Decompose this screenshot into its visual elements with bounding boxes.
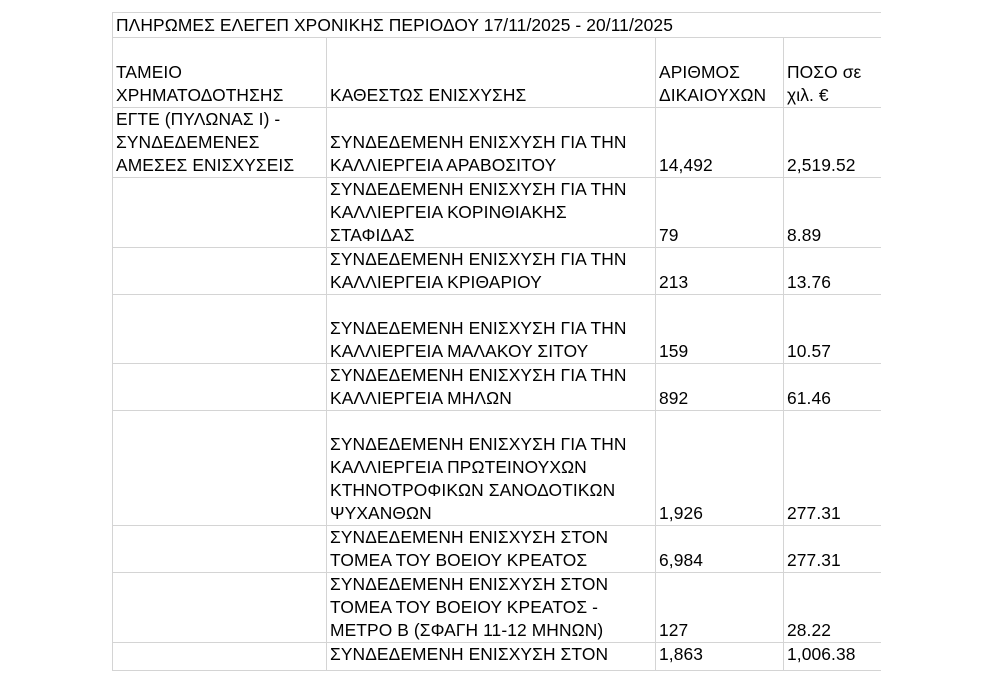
cell-amount: 2,519.52: [784, 108, 882, 178]
cell-status: ΣΥΝΔΕΔΕΜΕΝΗ ΕΝΙΣΧΥΣΗ ΓΙΑ ΤΗΝ ΚΑΛΛΙΕΡΓΕΙΑ ΚΟΡΙΝΘΙΑΚΗΣ ΣΤΑΦΙΔΑΣ: [327, 178, 656, 248]
cell-beneficiaries: 213: [656, 248, 784, 295]
cell-amount: 277.31: [784, 411, 882, 526]
header-beneficiaries: ΑΡΙΘΜΟΣ ΔΙΚΑΙΟΥΧΩΝ: [656, 38, 784, 108]
table-title: ΠΛΗΡΩΜΕΣ ΕΛΕΓΕΠ ΧΡΟΝΙΚΗΣ ΠΕΡΙΟΔΟΥ 17/11/2025 - 20/11/2025: [113, 13, 882, 38]
cell-status: ΣΥΝΔΕΔΕΜΕΝΗ ΕΝΙΣΧΥΣΗ ΓΙΑ ΤΗΝ ΚΑΛΛΙΕΡΓΕΙΑ ΜΑΛΑΚΟΥ ΣΙΤΟΥ: [327, 295, 656, 364]
cell-beneficiaries: 79: [656, 178, 784, 248]
table-row: [113, 248, 882, 295]
cell-status: ΣΥΝΔΕΔΕΜΕΝΗ ΕΝΙΣΧΥΣΗ ΣΤΟΝ ΤΟΜΕΑ ΤΟΥ ΒΟΕΙΟΥ ΚΡΕΑΤΟΣ: [327, 526, 656, 573]
cell-fund: [113, 364, 327, 411]
cell-fund: [113, 643, 327, 671]
cell-status: ΣΥΝΔΕΔΕΜΕΝΗ ΕΝΙΣΧΥΣΗ ΓΙΑ ΤΗΝ ΚΑΛΛΙΕΡΓΕΙΑ ΠΡΩΤΕΙΝΟΥΧΩΝ ΚΤΗΝΟΤΡΟΦΙΚΩΝ ΣΑΝΟΔΟΤΙΚΩΝ ΨΥΧΑΝΘΩΝ: [327, 411, 656, 526]
header-row: [113, 38, 882, 108]
cell-fund: [113, 526, 327, 573]
cell-status: ΣΥΝΔΕΔΕΜΕΝΗ ΕΝΙΣΧΥΣΗ ΓΙΑ ΤΗΝ ΚΑΛΛΙΕΡΓΕΙΑ ΜΗΛΩΝ: [327, 364, 656, 411]
cell-status: ΣΥΝΔΕΔΕΜΕΝΗ ΕΝΙΣΧΥΣΗ ΣΤΟΝ ΤΟΜΕΑ ΤΟΥ ΒΟΕΙΟΥ ΚΡΕΑΤΟΣ - ΜΕΤΡΟ Β (ΣΦΑΓΗ 11-12 ΜΗΝΩΝ): [327, 573, 656, 643]
cell-amount: 13.76: [784, 248, 882, 295]
header-status: ΚΑΘΕΣΤΩΣ ΕΝΙΣΧΥΣΗΣ: [327, 38, 656, 108]
cell-amount: 61.46: [784, 364, 882, 411]
table-row: [113, 411, 882, 526]
cell-beneficiaries: 127: [656, 573, 784, 643]
payments-sheet: [112, 12, 881, 675]
table-row: [113, 178, 882, 248]
payments-table: [112, 12, 881, 671]
cell-amount: 10.57: [784, 295, 882, 364]
header-fund: ΤΑΜΕΙΟ ΧΡΗΜΑΤΟΔΟΤΗΣΗΣ: [113, 38, 327, 108]
table-row: [113, 573, 882, 643]
table-row: [113, 643, 882, 671]
table-row: [113, 108, 882, 178]
cell-fund: [113, 411, 327, 526]
cell-beneficiaries: 6,984: [656, 526, 784, 573]
cell-fund: ΕΓΤΕ (ΠΥΛΩΝΑΣ Ι) - ΣΥΝΔΕΔΕΜΕΝΕΣ ΑΜΕΣΕΣ ΕΝΙΣΧΥΣΕΙΣ: [113, 108, 327, 178]
cell-fund: [113, 295, 327, 364]
table-row: [113, 526, 882, 573]
cell-beneficiaries: 14,492: [656, 108, 784, 178]
cell-beneficiaries: 159: [656, 295, 784, 364]
cell-beneficiaries: 1,926: [656, 411, 784, 526]
cell-status: ΣΥΝΔΕΔΕΜΕΝΗ ΕΝΙΣΧΥΣΗ ΣΤΟΝ: [327, 643, 656, 671]
cell-amount: 8.89: [784, 178, 882, 248]
cell-fund: [113, 178, 327, 248]
cell-amount: 1,006.38: [784, 643, 882, 671]
cell-status: ΣΥΝΔΕΔΕΜΕΝΗ ΕΝΙΣΧΥΣΗ ΓΙΑ ΤΗΝ ΚΑΛΛΙΕΡΓΕΙΑ ΑΡΑΒΟΣΙΤΟΥ: [327, 108, 656, 178]
table-row: [113, 295, 882, 364]
table-row: [113, 364, 882, 411]
cell-fund: [113, 248, 327, 295]
cell-fund: [113, 573, 327, 643]
header-amount: ΠΟΣΟ σε χιλ. €: [784, 38, 882, 108]
cell-amount: 28.22: [784, 573, 882, 643]
title-row: [113, 13, 882, 38]
cell-beneficiaries: 892: [656, 364, 784, 411]
cell-status: ΣΥΝΔΕΔΕΜΕΝΗ ΕΝΙΣΧΥΣΗ ΓΙΑ ΤΗΝ ΚΑΛΛΙΕΡΓΕΙΑ ΚΡΙΘΑΡΙΟΥ: [327, 248, 656, 295]
cell-amount: 277.31: [784, 526, 882, 573]
cell-beneficiaries: 1,863: [656, 643, 784, 671]
